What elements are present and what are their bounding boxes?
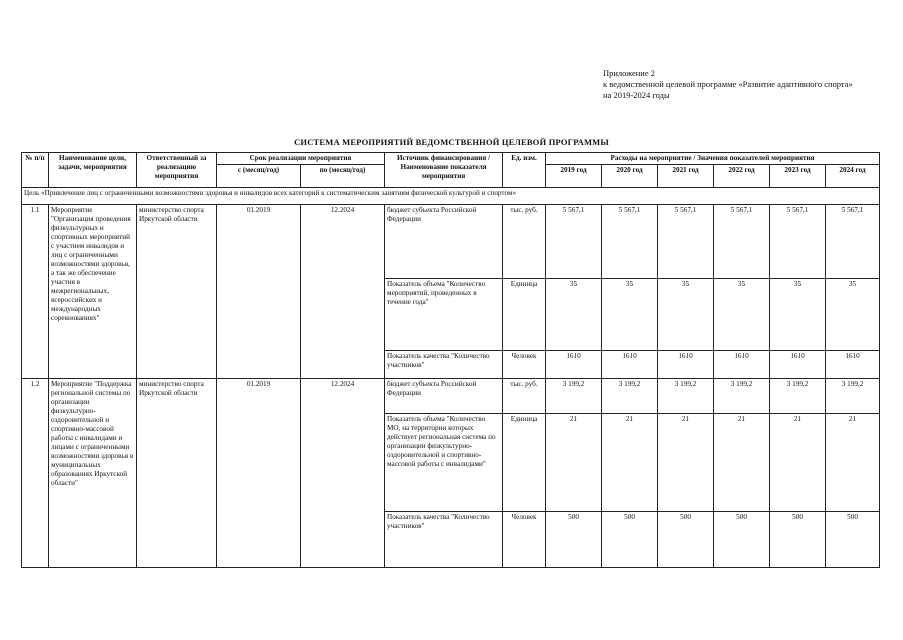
- header-period: Срок реализации мероприятия: [217, 153, 385, 165]
- row-source: Показатель качества "Количество участников": [385, 512, 503, 568]
- row-value: 5 567,1: [826, 205, 880, 279]
- goal-text: Цель «Привлечение лиц с ограниченными возможностями здоровья и инвалидов всех категорий к систематическим занятиям физической культурой и спортом»: [22, 188, 880, 205]
- row-unit: тыс. руб.: [503, 205, 546, 279]
- header-row: [22, 153, 880, 165]
- item-responsible: министерство спорта Иркутской области: [137, 379, 217, 568]
- row-value: 500: [770, 512, 826, 568]
- row-value: 3 199,2: [546, 379, 602, 414]
- item-from: 01.2019: [217, 205, 301, 379]
- row-value: 35: [546, 279, 602, 351]
- row-value: 1610: [602, 351, 658, 379]
- row-unit: Единица: [503, 279, 546, 351]
- appendix-header: [603, 68, 893, 101]
- row-value: 35: [770, 279, 826, 351]
- row-value: 3 199,2: [770, 379, 826, 414]
- header-source: Источник финансирования / Наименование показателя мероприятия: [385, 153, 503, 188]
- row-unit: Человек: [503, 351, 546, 379]
- row-value: 1610: [714, 351, 770, 379]
- header-expenses: Расходы на мероприятие / Значения показателей мероприятия: [546, 153, 880, 165]
- row-unit: тыс. руб.: [503, 379, 546, 414]
- item-to: 12.2024: [301, 379, 385, 568]
- item-to: 12.2024: [301, 205, 385, 379]
- header-year: 2021 год: [658, 165, 714, 188]
- header-year: 2024 год: [826, 165, 880, 188]
- row-unit: Единица: [503, 414, 546, 512]
- row-value: 21: [658, 414, 714, 512]
- row-value: 500: [714, 512, 770, 568]
- row-source: Показатель качества "Количество участников": [385, 351, 503, 379]
- row-value: 500: [602, 512, 658, 568]
- goal-row: [22, 188, 880, 205]
- row-value: 5 567,1: [658, 205, 714, 279]
- row-value: 5 567,1: [714, 205, 770, 279]
- header-unit: Ед. изм.: [503, 153, 546, 188]
- row-value: 1610: [826, 351, 880, 379]
- item-name: Мероприятие "Организация проведения физкультурных и спортивных мероприятий с участием инвалидов и лиц с ограниченными возможностями здоровья, а так же обеспечение участия в межрегиональных, всероссийских и международных соревнованиях": [49, 205, 137, 379]
- table-row: [22, 205, 880, 279]
- row-value: 21: [602, 414, 658, 512]
- header-year: 2022 год: [714, 165, 770, 188]
- row-source: бюджет субъекта Российской Федерации: [385, 205, 503, 279]
- row-value: 5 567,1: [546, 205, 602, 279]
- header-year: 2020 год: [602, 165, 658, 188]
- row-value: 3 199,2: [602, 379, 658, 414]
- header-name: Наименование цели, задачи, мероприятия: [49, 153, 137, 188]
- row-value: 21: [770, 414, 826, 512]
- row-source: Показатель объема "Количество мероприятий, проведенных в течение года": [385, 279, 503, 351]
- row-value: 21: [714, 414, 770, 512]
- appendix-line-2: к ведомственной целевой программе «Развитие адаптивного спорта»: [603, 79, 853, 89]
- header-responsible: Ответственный за реализацию мероприятия: [137, 153, 217, 188]
- appendix-line-1: Приложение 2: [603, 68, 655, 78]
- row-value: 500: [546, 512, 602, 568]
- item-num: 1.1: [22, 205, 49, 379]
- row-value: 5 567,1: [770, 205, 826, 279]
- row-value: 3 199,2: [658, 379, 714, 414]
- row-value: 1610: [658, 351, 714, 379]
- row-value: 21: [826, 414, 880, 512]
- item-responsible: министерство спорта Иркутской области: [137, 205, 217, 379]
- row-value: 35: [658, 279, 714, 351]
- header-year: 2019 год: [546, 165, 602, 188]
- table-row: [22, 379, 880, 414]
- row-unit: Человек: [503, 512, 546, 568]
- row-source: Показатель объема "Количество МО, на территории которых действует региональная система по организации физкультурно-оздоровительной и спортивно-массовой работы с инвалидами": [385, 414, 503, 512]
- document-title: СИСТЕМА МЕРОПРИЯТИЙ ВЕДОМСТВЕННОЙ ЦЕЛЕВОЙ ПРОГРАММЫ: [294, 137, 609, 147]
- header-period-to: по (месяц/год): [301, 165, 385, 188]
- item-name: Мероприятие "Поддержка региональной системы по организации физкультурно-оздоровительной и спортивно-массовой работы с инвалидами и лицами с ограниченными возможностями здоровья в муниципальных образованиях Иркутской области": [49, 379, 137, 568]
- row-value: 35: [826, 279, 880, 351]
- row-value: 1610: [770, 351, 826, 379]
- row-value: 35: [714, 279, 770, 351]
- row-value: 21: [546, 414, 602, 512]
- header-period-from: с (месяц/год): [217, 165, 301, 188]
- appendix-line-3: на 2019-2024 годы: [603, 90, 670, 100]
- row-value: 35: [602, 279, 658, 351]
- row-value: 3 199,2: [714, 379, 770, 414]
- row-value: 1610: [546, 351, 602, 379]
- row-value: 3 199,2: [826, 379, 880, 414]
- row-value: 500: [658, 512, 714, 568]
- item-num: 1.2: [22, 379, 49, 568]
- item-from: 01.2019: [217, 379, 301, 568]
- program-table: [21, 152, 880, 568]
- row-value: 500: [826, 512, 880, 568]
- row-source: бюджет субъекта Российской Федерации: [385, 379, 503, 414]
- header-year: 2023 год: [770, 165, 826, 188]
- header-num: № п/п: [22, 153, 49, 188]
- row-value: 5 567,1: [602, 205, 658, 279]
